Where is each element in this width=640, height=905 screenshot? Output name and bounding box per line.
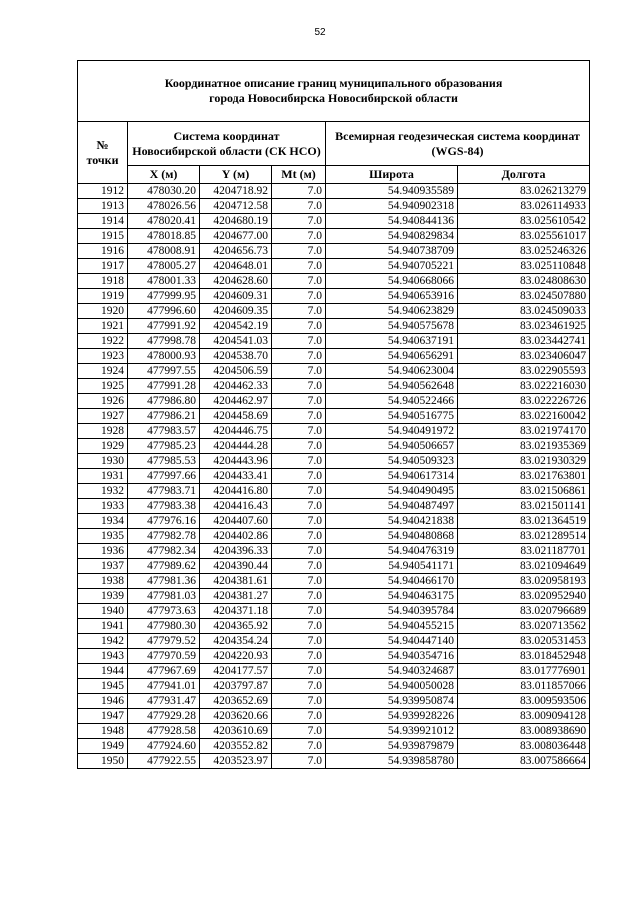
longitude-cell: 83.026213279 bbox=[458, 184, 590, 199]
longitude-cell: 83.021187701 bbox=[458, 544, 590, 559]
point-number-cell: 1945 bbox=[78, 679, 128, 694]
latitude-cell: 54.939879879 bbox=[326, 739, 458, 754]
header-point-number: № точки bbox=[78, 122, 128, 184]
mt-cell: 7.0 bbox=[272, 364, 326, 379]
mt-cell: 7.0 bbox=[272, 469, 326, 484]
point-number-cell: 1925 bbox=[78, 379, 128, 394]
mt-cell: 7.0 bbox=[272, 649, 326, 664]
x-cell: 477931.47 bbox=[128, 694, 200, 709]
table-row bbox=[78, 724, 590, 739]
y-cell: 4204390.44 bbox=[200, 559, 272, 574]
x-cell: 477976.16 bbox=[128, 514, 200, 529]
mt-cell: 7.0 bbox=[272, 574, 326, 589]
longitude-cell: 83.020713562 bbox=[458, 619, 590, 634]
x-cell: 478008.91 bbox=[128, 244, 200, 259]
table-row bbox=[78, 304, 590, 319]
latitude-cell: 54.939950874 bbox=[326, 694, 458, 709]
table-row bbox=[78, 439, 590, 454]
latitude-cell: 54.940653916 bbox=[326, 289, 458, 304]
table-row bbox=[78, 424, 590, 439]
point-number-cell: 1930 bbox=[78, 454, 128, 469]
y-cell: 4204541.03 bbox=[200, 334, 272, 349]
longitude-cell: 83.020531453 bbox=[458, 634, 590, 649]
y-cell: 4204538.70 bbox=[200, 349, 272, 364]
point-number-cell: 1918 bbox=[78, 274, 128, 289]
longitude-cell: 83.026114933 bbox=[458, 199, 590, 214]
table-row bbox=[78, 334, 590, 349]
latitude-cell: 54.940705221 bbox=[326, 259, 458, 274]
y-cell: 4203652.69 bbox=[200, 694, 272, 709]
point-number-cell: 1947 bbox=[78, 709, 128, 724]
x-cell: 477924.60 bbox=[128, 739, 200, 754]
point-number-cell: 1927 bbox=[78, 409, 128, 424]
latitude-cell: 54.940463175 bbox=[326, 589, 458, 604]
point-number-cell: 1935 bbox=[78, 529, 128, 544]
latitude-cell: 54.940623004 bbox=[326, 364, 458, 379]
latitude-cell: 54.940617314 bbox=[326, 469, 458, 484]
y-cell: 4204220.93 bbox=[200, 649, 272, 664]
table-row bbox=[78, 709, 590, 724]
x-cell: 478005.27 bbox=[128, 259, 200, 274]
table-row bbox=[78, 559, 590, 574]
longitude-cell: 83.020952940 bbox=[458, 589, 590, 604]
longitude-cell: 83.021974170 bbox=[458, 424, 590, 439]
latitude-cell: 54.940421838 bbox=[326, 514, 458, 529]
mt-cell: 7.0 bbox=[272, 334, 326, 349]
point-number-cell: 1924 bbox=[78, 364, 128, 379]
y-cell: 4204712.58 bbox=[200, 199, 272, 214]
x-cell: 477986.80 bbox=[128, 394, 200, 409]
y-cell: 4204365.92 bbox=[200, 619, 272, 634]
x-cell: 477970.59 bbox=[128, 649, 200, 664]
latitude-cell: 54.940491972 bbox=[326, 424, 458, 439]
table-title bbox=[78, 61, 590, 122]
latitude-cell: 54.939921012 bbox=[326, 724, 458, 739]
x-cell: 478020.41 bbox=[128, 214, 200, 229]
y-cell: 4204371.18 bbox=[200, 604, 272, 619]
longitude-cell: 83.018452948 bbox=[458, 649, 590, 664]
longitude-cell: 83.025110848 bbox=[458, 259, 590, 274]
latitude-cell: 54.940562648 bbox=[326, 379, 458, 394]
mt-cell: 7.0 bbox=[272, 529, 326, 544]
table-row bbox=[78, 484, 590, 499]
mt-cell: 7.0 bbox=[272, 709, 326, 724]
mt-cell: 7.0 bbox=[272, 184, 326, 199]
longitude-cell: 83.024808630 bbox=[458, 274, 590, 289]
mt-cell: 7.0 bbox=[272, 604, 326, 619]
page-number: 52 bbox=[314, 27, 326, 38]
x-cell: 477922.55 bbox=[128, 754, 200, 769]
latitude-cell: 54.940738709 bbox=[326, 244, 458, 259]
longitude-cell: 83.020796689 bbox=[458, 604, 590, 619]
point-number-cell: 1939 bbox=[78, 589, 128, 604]
longitude-cell: 83.020958193 bbox=[458, 574, 590, 589]
y-cell: 4204542.19 bbox=[200, 319, 272, 334]
longitude-cell: 83.025610542 bbox=[458, 214, 590, 229]
longitude-cell: 83.021506861 bbox=[458, 484, 590, 499]
mt-cell: 7.0 bbox=[272, 394, 326, 409]
header-x: X (м) bbox=[128, 166, 200, 184]
x-cell: 477985.53 bbox=[128, 454, 200, 469]
point-number-cell: 1915 bbox=[78, 229, 128, 244]
latitude-cell: 54.940637191 bbox=[326, 334, 458, 349]
x-cell: 477979.52 bbox=[128, 634, 200, 649]
longitude-cell: 83.022905593 bbox=[458, 364, 590, 379]
table-row bbox=[78, 244, 590, 259]
table-row bbox=[78, 259, 590, 274]
mt-cell: 7.0 bbox=[272, 724, 326, 739]
mt-cell: 7.0 bbox=[272, 319, 326, 334]
point-number-cell: 1941 bbox=[78, 619, 128, 634]
table-row bbox=[78, 364, 590, 379]
longitude-cell: 83.021935369 bbox=[458, 439, 590, 454]
table-row bbox=[78, 619, 590, 634]
y-cell: 4204609.35 bbox=[200, 304, 272, 319]
mt-cell: 7.0 bbox=[272, 484, 326, 499]
header-mt: Mt (м) bbox=[272, 166, 326, 184]
longitude-cell: 83.022226726 bbox=[458, 394, 590, 409]
mt-cell: 7.0 bbox=[272, 559, 326, 574]
y-cell: 4204433.41 bbox=[200, 469, 272, 484]
y-cell: 4203797.87 bbox=[200, 679, 272, 694]
mt-cell: 7.0 bbox=[272, 694, 326, 709]
x-cell: 477983.38 bbox=[128, 499, 200, 514]
mt-cell: 7.0 bbox=[272, 349, 326, 364]
y-cell: 4203620.66 bbox=[200, 709, 272, 724]
x-cell: 477991.92 bbox=[128, 319, 200, 334]
x-cell: 477981.36 bbox=[128, 574, 200, 589]
point-number-cell: 1928 bbox=[78, 424, 128, 439]
table-row bbox=[78, 679, 590, 694]
point-number-cell: 1948 bbox=[78, 724, 128, 739]
table-row bbox=[78, 319, 590, 334]
latitude-cell: 54.940575678 bbox=[326, 319, 458, 334]
table-row bbox=[78, 634, 590, 649]
point-number-cell: 1938 bbox=[78, 574, 128, 589]
point-number-cell: 1920 bbox=[78, 304, 128, 319]
x-cell: 477996.60 bbox=[128, 304, 200, 319]
y-cell: 4204416.80 bbox=[200, 484, 272, 499]
mt-cell: 7.0 bbox=[272, 304, 326, 319]
longitude-cell: 83.024509033 bbox=[458, 304, 590, 319]
longitude-cell: 83.017776901 bbox=[458, 664, 590, 679]
y-cell: 4204609.31 bbox=[200, 289, 272, 304]
x-cell: 477929.28 bbox=[128, 709, 200, 724]
table-row bbox=[78, 349, 590, 364]
x-cell: 477967.69 bbox=[128, 664, 200, 679]
longitude-cell: 83.008938690 bbox=[458, 724, 590, 739]
x-cell: 477980.30 bbox=[128, 619, 200, 634]
latitude-cell: 54.940516775 bbox=[326, 409, 458, 424]
y-cell: 4204677.00 bbox=[200, 229, 272, 244]
longitude-cell: 83.021289514 bbox=[458, 529, 590, 544]
mt-cell: 7.0 bbox=[272, 259, 326, 274]
longitude-cell: 83.021501141 bbox=[458, 499, 590, 514]
mt-cell: 7.0 bbox=[272, 409, 326, 424]
x-cell: 477983.71 bbox=[128, 484, 200, 499]
mt-cell: 7.0 bbox=[272, 664, 326, 679]
y-cell: 4204416.43 bbox=[200, 499, 272, 514]
x-cell: 477989.62 bbox=[128, 559, 200, 574]
point-number-cell: 1923 bbox=[78, 349, 128, 364]
table-row bbox=[78, 274, 590, 289]
latitude-cell: 54.940487497 bbox=[326, 499, 458, 514]
y-cell: 4204628.60 bbox=[200, 274, 272, 289]
x-cell: 477999.95 bbox=[128, 289, 200, 304]
table-row bbox=[78, 739, 590, 754]
mt-cell: 7.0 bbox=[272, 754, 326, 769]
table-row bbox=[78, 649, 590, 664]
mt-cell: 7.0 bbox=[272, 679, 326, 694]
y-cell: 4204648.01 bbox=[200, 259, 272, 274]
x-cell: 477997.66 bbox=[128, 469, 200, 484]
latitude-cell: 54.940466170 bbox=[326, 574, 458, 589]
header-local-system: Система координат Новосибирской области (СК НСО) bbox=[128, 122, 326, 166]
latitude-cell: 54.940506657 bbox=[326, 439, 458, 454]
longitude-cell: 83.009593506 bbox=[458, 694, 590, 709]
latitude-cell: 54.939928226 bbox=[326, 709, 458, 724]
table-row bbox=[78, 409, 590, 424]
table-row bbox=[78, 289, 590, 304]
table-row bbox=[78, 214, 590, 229]
mt-cell: 7.0 bbox=[272, 379, 326, 394]
x-cell: 477982.78 bbox=[128, 529, 200, 544]
point-number-cell: 1934 bbox=[78, 514, 128, 529]
point-number-cell: 1922 bbox=[78, 334, 128, 349]
longitude-cell: 83.021763801 bbox=[458, 469, 590, 484]
point-number-cell: 1929 bbox=[78, 439, 128, 454]
table-body bbox=[78, 184, 590, 769]
x-cell: 477986.21 bbox=[128, 409, 200, 424]
mt-cell: 7.0 bbox=[272, 424, 326, 439]
latitude-cell: 54.940935589 bbox=[326, 184, 458, 199]
table-row bbox=[78, 184, 590, 199]
latitude-cell: 54.940541171 bbox=[326, 559, 458, 574]
longitude-cell: 83.021094649 bbox=[458, 559, 590, 574]
longitude-cell: 83.023442741 bbox=[458, 334, 590, 349]
mt-cell: 7.0 bbox=[272, 214, 326, 229]
x-cell: 478030.20 bbox=[128, 184, 200, 199]
table-title-line2: города Новосибирска Новосибирской области bbox=[209, 91, 458, 105]
point-number-cell: 1912 bbox=[78, 184, 128, 199]
longitude-cell: 83.025561017 bbox=[458, 229, 590, 244]
point-number-cell: 1916 bbox=[78, 244, 128, 259]
table-row bbox=[78, 394, 590, 409]
longitude-cell: 83.021364519 bbox=[458, 514, 590, 529]
latitude-cell: 54.940656291 bbox=[326, 349, 458, 364]
coordinates-table bbox=[77, 60, 590, 769]
point-number-cell: 1931 bbox=[78, 469, 128, 484]
point-number-cell: 1943 bbox=[78, 649, 128, 664]
point-number-cell: 1936 bbox=[78, 544, 128, 559]
point-number-cell: 1950 bbox=[78, 754, 128, 769]
table-row bbox=[78, 499, 590, 514]
mt-cell: 7.0 bbox=[272, 439, 326, 454]
y-cell: 4204381.27 bbox=[200, 589, 272, 604]
y-cell: 4204506.59 bbox=[200, 364, 272, 379]
mt-cell: 7.0 bbox=[272, 514, 326, 529]
table-title-line1: Координатное описание границ муниципального образования bbox=[164, 76, 503, 90]
header-y: Y (м) bbox=[200, 166, 272, 184]
longitude-cell: 83.025246326 bbox=[458, 244, 590, 259]
point-number-cell: 1946 bbox=[78, 694, 128, 709]
latitude-cell: 54.940829834 bbox=[326, 229, 458, 244]
table-row bbox=[78, 379, 590, 394]
table-row bbox=[78, 229, 590, 244]
latitude-cell: 54.940623829 bbox=[326, 304, 458, 319]
point-number-cell: 1949 bbox=[78, 739, 128, 754]
y-cell: 4204718.92 bbox=[200, 184, 272, 199]
longitude-cell: 83.007586664 bbox=[458, 754, 590, 769]
table-row bbox=[78, 199, 590, 214]
point-number-cell: 1940 bbox=[78, 604, 128, 619]
y-cell: 4204462.33 bbox=[200, 379, 272, 394]
latitude-cell: 54.940324687 bbox=[326, 664, 458, 679]
table-row bbox=[78, 574, 590, 589]
x-cell: 478000.93 bbox=[128, 349, 200, 364]
latitude-cell: 54.940455215 bbox=[326, 619, 458, 634]
latitude-cell: 54.940050028 bbox=[326, 679, 458, 694]
mt-cell: 7.0 bbox=[272, 199, 326, 214]
point-number-cell: 1917 bbox=[78, 259, 128, 274]
y-cell: 4204354.24 bbox=[200, 634, 272, 649]
point-number-cell: 1913 bbox=[78, 199, 128, 214]
longitude-cell: 83.024507880 bbox=[458, 289, 590, 304]
x-cell: 477985.23 bbox=[128, 439, 200, 454]
x-cell: 477998.78 bbox=[128, 334, 200, 349]
mt-cell: 7.0 bbox=[272, 274, 326, 289]
longitude-cell: 83.022160042 bbox=[458, 409, 590, 424]
mt-cell: 7.0 bbox=[272, 454, 326, 469]
y-cell: 4204443.96 bbox=[200, 454, 272, 469]
mt-cell: 7.0 bbox=[272, 589, 326, 604]
mt-cell: 7.0 bbox=[272, 634, 326, 649]
mt-cell: 7.0 bbox=[272, 289, 326, 304]
y-cell: 4204407.60 bbox=[200, 514, 272, 529]
latitude-cell: 54.940844136 bbox=[326, 214, 458, 229]
x-cell: 477973.63 bbox=[128, 604, 200, 619]
y-cell: 4204402.86 bbox=[200, 529, 272, 544]
x-cell: 478001.33 bbox=[128, 274, 200, 289]
latitude-cell: 54.940354716 bbox=[326, 649, 458, 664]
point-number-cell: 1914 bbox=[78, 214, 128, 229]
table-row bbox=[78, 754, 590, 769]
table-row bbox=[78, 469, 590, 484]
latitude-cell: 54.940522466 bbox=[326, 394, 458, 409]
table-row bbox=[78, 454, 590, 469]
longitude-cell: 83.023461925 bbox=[458, 319, 590, 334]
y-cell: 4203552.82 bbox=[200, 739, 272, 754]
x-cell: 477928.58 bbox=[128, 724, 200, 739]
longitude-cell: 83.023406047 bbox=[458, 349, 590, 364]
longitude-cell: 83.011857066 bbox=[458, 679, 590, 694]
longitude-cell: 83.009094128 bbox=[458, 709, 590, 724]
y-cell: 4204462.97 bbox=[200, 394, 272, 409]
y-cell: 4204381.61 bbox=[200, 574, 272, 589]
y-cell: 4204656.73 bbox=[200, 244, 272, 259]
latitude-cell: 54.940447140 bbox=[326, 634, 458, 649]
mt-cell: 7.0 bbox=[272, 739, 326, 754]
y-cell: 4204446.75 bbox=[200, 424, 272, 439]
x-cell: 477981.03 bbox=[128, 589, 200, 604]
x-cell: 477997.55 bbox=[128, 364, 200, 379]
header-latitude: Широта bbox=[326, 166, 458, 184]
y-cell: 4203523.97 bbox=[200, 754, 272, 769]
mt-cell: 7.0 bbox=[272, 229, 326, 244]
latitude-cell: 54.940668066 bbox=[326, 274, 458, 289]
header-wgs-system: Всемирная геодезическая система координат (WGS-84) bbox=[326, 122, 590, 166]
latitude-cell: 54.940490495 bbox=[326, 484, 458, 499]
x-cell: 477982.34 bbox=[128, 544, 200, 559]
table-row bbox=[78, 664, 590, 679]
point-number-cell: 1937 bbox=[78, 559, 128, 574]
header-longitude: Долгота bbox=[458, 166, 590, 184]
mt-cell: 7.0 bbox=[272, 619, 326, 634]
table-row bbox=[78, 604, 590, 619]
point-number-cell: 1926 bbox=[78, 394, 128, 409]
latitude-cell: 54.940476319 bbox=[326, 544, 458, 559]
point-number-cell: 1933 bbox=[78, 499, 128, 514]
y-cell: 4204177.57 bbox=[200, 664, 272, 679]
x-cell: 477983.57 bbox=[128, 424, 200, 439]
x-cell: 477941.01 bbox=[128, 679, 200, 694]
longitude-cell: 83.022216030 bbox=[458, 379, 590, 394]
table-row bbox=[78, 514, 590, 529]
y-cell: 4204458.69 bbox=[200, 409, 272, 424]
table-row bbox=[78, 694, 590, 709]
point-number-cell: 1919 bbox=[78, 289, 128, 304]
y-cell: 4204444.28 bbox=[200, 439, 272, 454]
point-number-cell: 1921 bbox=[78, 319, 128, 334]
x-cell: 478018.85 bbox=[128, 229, 200, 244]
point-number-cell: 1932 bbox=[78, 484, 128, 499]
table-row bbox=[78, 589, 590, 604]
longitude-cell: 83.021930329 bbox=[458, 454, 590, 469]
y-cell: 4204680.19 bbox=[200, 214, 272, 229]
x-cell: 478026.56 bbox=[128, 199, 200, 214]
mt-cell: 7.0 bbox=[272, 244, 326, 259]
longitude-cell: 83.008036448 bbox=[458, 739, 590, 754]
latitude-cell: 54.940509323 bbox=[326, 454, 458, 469]
table-row bbox=[78, 529, 590, 544]
table-row bbox=[78, 544, 590, 559]
x-cell: 477991.28 bbox=[128, 379, 200, 394]
point-number-cell: 1942 bbox=[78, 634, 128, 649]
y-cell: 4204396.33 bbox=[200, 544, 272, 559]
latitude-cell: 54.940395784 bbox=[326, 604, 458, 619]
latitude-cell: 54.939858780 bbox=[326, 754, 458, 769]
y-cell: 4203610.69 bbox=[200, 724, 272, 739]
point-number-cell: 1944 bbox=[78, 664, 128, 679]
latitude-cell: 54.940480868 bbox=[326, 529, 458, 544]
mt-cell: 7.0 bbox=[272, 499, 326, 514]
latitude-cell: 54.940902318 bbox=[326, 199, 458, 214]
mt-cell: 7.0 bbox=[272, 544, 326, 559]
